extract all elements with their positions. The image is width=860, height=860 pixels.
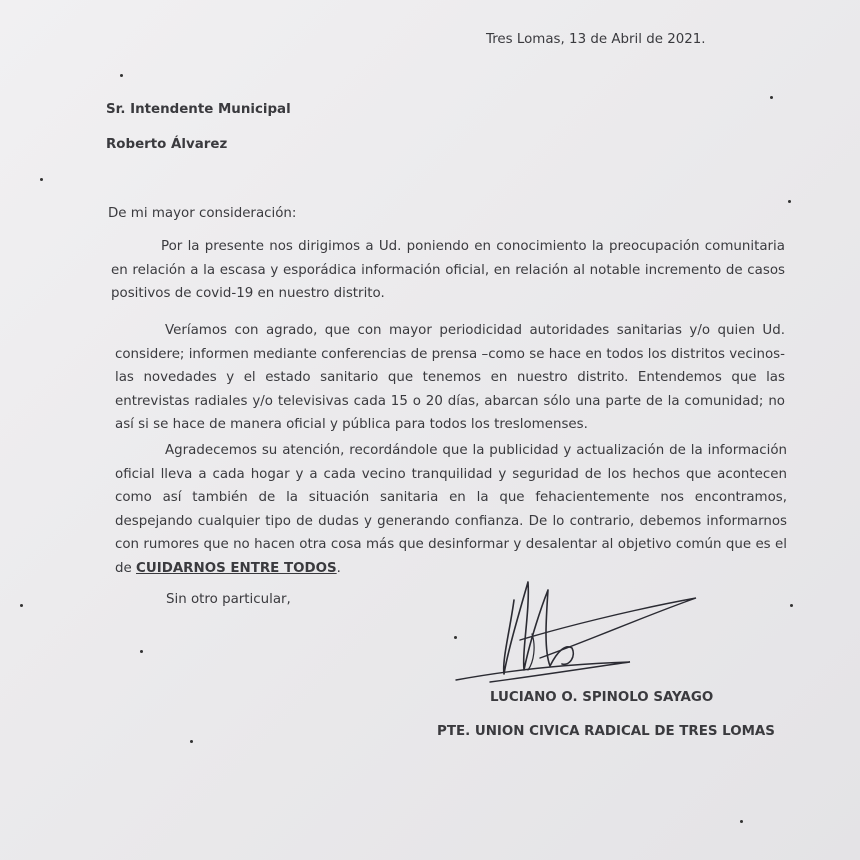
letter-date: Tres Lomas, 13 de Abril de 2021. bbox=[486, 32, 706, 47]
paper-speck bbox=[740, 820, 743, 823]
paper-speck bbox=[190, 740, 193, 743]
paper-speck bbox=[454, 636, 457, 639]
paper-speck bbox=[790, 604, 793, 607]
paragraph-1 bbox=[111, 235, 785, 306]
emphasis-cuidarnos: CUIDARNOS ENTRE TODOS bbox=[136, 560, 337, 576]
paper-speck bbox=[770, 96, 773, 99]
paper-speck bbox=[40, 178, 43, 181]
paper-speck bbox=[140, 650, 143, 653]
emphasis-period: . bbox=[336, 560, 341, 576]
paragraph-1-text: Por la presente nos dirigimos a Ud. poniendo en conocimiento la preocupación comunitaria en relación a la escasa y esporádica información oficial, en relación al notable incremento de casos positivos de covid-19 en nuestro distrito. bbox=[111, 239, 785, 301]
signer-name: LUCIANO O. SPINOLO SAYAGO bbox=[490, 690, 714, 705]
recipient-title: Sr. Intendente Municipal bbox=[106, 102, 291, 117]
paragraph-3-text: Agradecemos su atención, recordándole que la publicidad y actualización de la información oficial lleva a cada hogar y a cada vecino tranquilidad y seguridad de los hechos que acontecen como así también de la situación sanitaria en la que fehacientemente nos encontramos, despejando cualquier tipo de dudas y generando confianza. De lo contrario, debemos informarnos con rumores que no hacen otra cosa más que desinformar y desalentar al objetivo común que es el de bbox=[115, 443, 787, 576]
recipient-name: Roberto Álvarez bbox=[106, 137, 228, 152]
paragraph-3 bbox=[115, 439, 787, 580]
salutation: De mi mayor consideración: bbox=[108, 206, 297, 221]
paper-speck bbox=[788, 200, 791, 203]
paper-speck bbox=[20, 604, 23, 607]
paper-speck bbox=[120, 74, 123, 77]
signature-mark bbox=[450, 570, 710, 690]
signer-role: PTE. UNION CIVICA RADICAL DE TRES LOMAS bbox=[437, 724, 775, 739]
paragraph-2 bbox=[115, 319, 785, 437]
closing-line: Sin otro particular, bbox=[166, 592, 291, 607]
paragraph-2-text: Veríamos con agrado, que con mayor periodicidad autoridades sanitarias y/o quien Ud. considere; informen mediante conferencias de prensa –como se hace en todos los distritos vecinos- las novedades y el estado sanitario que tenemos en nuestro distrito. Entendemos que las entrevistas radiales y/o televisivas cada 15 o 20 días, abarcan sólo una parte de la comunidad; no así si se hace de manera oficial y pública para todos los treslomenses. bbox=[115, 323, 785, 432]
